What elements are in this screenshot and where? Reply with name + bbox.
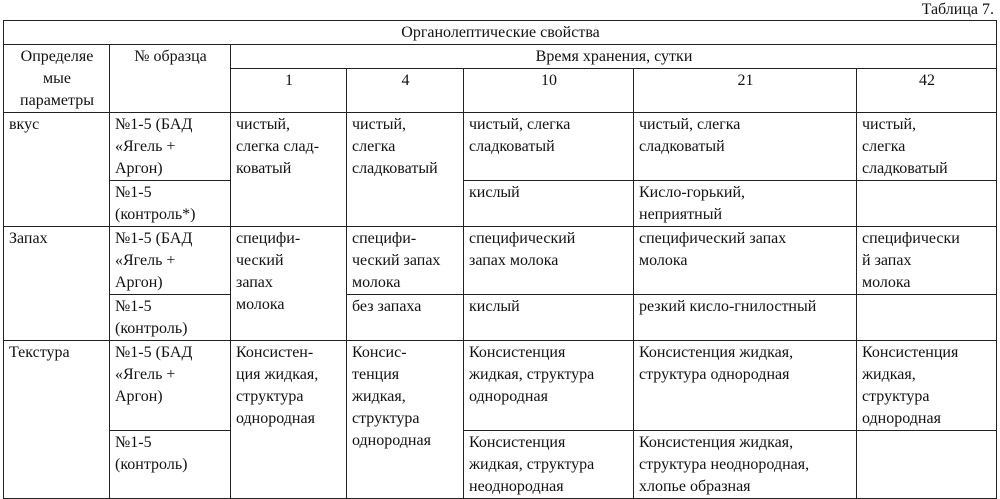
value-cell: [857, 431, 997, 499]
sample-column-header: № образца: [110, 45, 231, 113]
value-cell: кислый: [464, 181, 634, 227]
value-cell: Кисло-горький, неприятный: [634, 181, 857, 227]
value-cell: [857, 181, 997, 227]
value-cell: резкий кисло-гнилостный: [634, 295, 857, 341]
value-cell: специфический запах молока: [464, 227, 634, 295]
sample-cell: №1-5 (контроль): [110, 295, 231, 341]
value-cell: Консистенция жидкая, структура неоднородная, хлопье образная: [634, 431, 857, 499]
value-cell: специфический запах молока: [634, 227, 857, 295]
header-row-1: [4, 45, 997, 69]
value-cell: Консистенция жидкая, структура неоднородная: [464, 431, 634, 499]
sample-cell: №1-5 (контроль*): [110, 181, 231, 227]
day-header: 1: [231, 69, 347, 113]
value-cell: без запаха: [347, 295, 464, 341]
value-cell: Консистен- ция жидкая, структура однородная: [231, 341, 347, 499]
table-row: [4, 181, 997, 227]
value-cell: чистый, слегка сладковатый: [634, 113, 857, 181]
value-cell: чистый, слегка слад- коватый: [231, 113, 347, 227]
storage-time-header: Время хранения, сутки: [231, 45, 997, 69]
value-cell: кислый: [464, 295, 634, 341]
table-row: [4, 295, 997, 341]
param-texture: Текстура: [4, 341, 110, 499]
value-cell: Консистенция жидкая, структура однородная: [464, 341, 634, 431]
table-caption: Таблица 7.: [921, 1, 994, 18]
organoleptic-table: [3, 20, 997, 499]
param-taste: вкус: [4, 113, 110, 227]
value-cell: чистый, слегка сладковатый: [857, 113, 997, 181]
table-row: [4, 227, 997, 295]
value-cell: специфи- ческий запах молока: [231, 227, 347, 341]
table-title: Органолептические свойства: [4, 21, 997, 45]
sample-cell: №1-5 (БАД «Ягель + Аргон): [110, 113, 231, 181]
value-cell: Консистенция жидкая, структура однородная: [857, 341, 997, 431]
sample-cell: №1-5 (БАД «Ягель + Аргон): [110, 341, 231, 431]
table-row: [4, 341, 997, 431]
value-cell: специфически й запах молока: [857, 227, 997, 295]
day-header: 10: [464, 69, 634, 113]
table-row: [4, 113, 997, 181]
value-cell: чистый, слегка сладковатый: [347, 113, 464, 227]
day-header: 4: [347, 69, 464, 113]
sample-cell: №1-5 (контроль): [110, 431, 231, 499]
table-row: [4, 431, 997, 499]
value-cell: Консис- тенция жидкая, структура однородная: [347, 341, 464, 499]
title-row: [4, 21, 997, 45]
value-cell: чистый, слегка сладковатый: [464, 113, 634, 181]
day-header: 21: [634, 69, 857, 113]
sample-cell: №1-5 (БАД «Ягель + Аргон): [110, 227, 231, 295]
value-cell: Консистенция жидкая, структура однородная: [634, 341, 857, 431]
day-header: 42: [857, 69, 997, 113]
value-cell: специфи- ческий запах молока: [347, 227, 464, 295]
value-cell: [857, 295, 997, 341]
param-smell: Запах: [4, 227, 110, 341]
param-column-header: Определяе мые параметры: [4, 45, 110, 113]
